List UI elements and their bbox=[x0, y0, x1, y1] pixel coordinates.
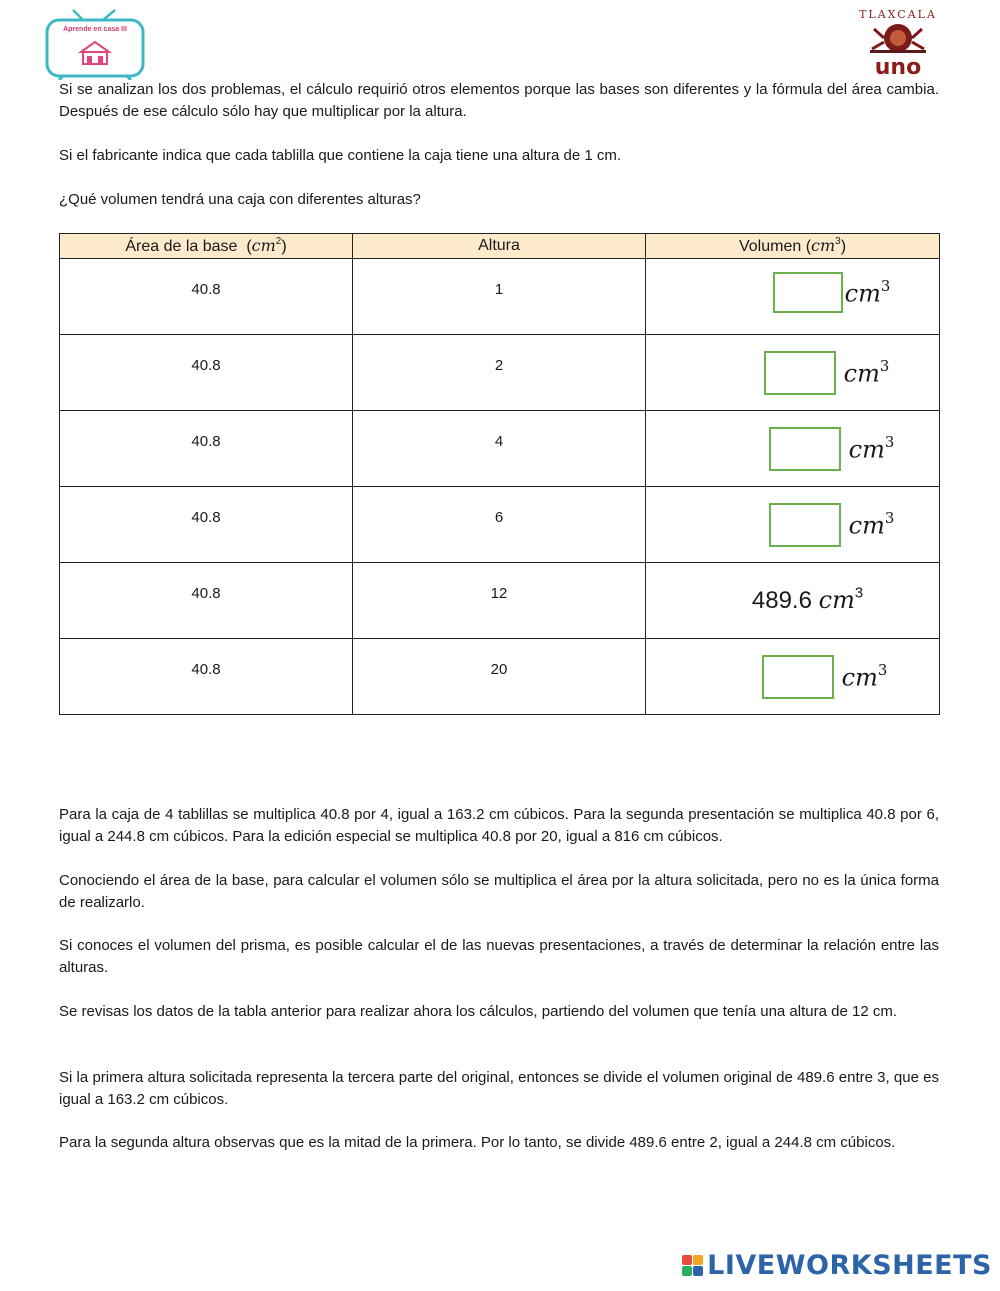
header-volume-label: Volumen bbox=[738, 238, 802, 255]
height-cell bbox=[353, 335, 646, 411]
volume-unit: $cm^3$ bbox=[843, 357, 890, 388]
liveworksheets-brand bbox=[682, 1250, 992, 1281]
body-paragraph-3: Si conoces el volumen del prisma, es posible calcular el de las nuevas presentaciones, a través de determinar la relación entre las alturas. bbox=[59, 937, 939, 976]
area-cell bbox=[60, 259, 353, 335]
header-volume: Volumen $(cm^3)$ bbox=[646, 234, 940, 259]
logo-bottom-text: uno bbox=[874, 55, 922, 80]
liveworksheets-logo-icon bbox=[682, 1255, 703, 1276]
body-paragraph-4: Se revisas los datos de la tabla anterior para realizar ahora los cálculos, partiendo del volumen que tenía una altura de 12 cm. bbox=[59, 1003, 897, 1020]
header-area-unit: cm bbox=[251, 236, 276, 255]
area-cell bbox=[60, 563, 353, 639]
header-volume-unit: cm bbox=[811, 236, 836, 255]
volume-cell bbox=[646, 639, 940, 715]
volume-unit: $cm^3$ bbox=[848, 433, 895, 464]
volume-cell bbox=[646, 335, 940, 411]
table-row bbox=[60, 259, 940, 335]
body-paragraph-5: Si la primera altura solicitada representa la tercera parte del original, entonces se divide el volumen original de 489.6 entre 3, que es igual a 163.2 cm cúbicos. bbox=[59, 1069, 939, 1108]
area-cell bbox=[60, 487, 353, 563]
volume-answer-input[interactable] bbox=[769, 427, 841, 471]
table-row bbox=[60, 487, 940, 563]
intro-paragraph-1: Si se analizan los dos problemas, el cálculo requirió otros elementos porque las bases son diferentes y la fórmula del área cambia. Después de ese cálculo sólo hay que multiplicar por la altura. bbox=[59, 81, 939, 120]
volume-answer-input[interactable] bbox=[764, 351, 836, 395]
volume-answer-input[interactable] bbox=[762, 655, 834, 699]
body-paragraph-1: Para la caja de 4 tablillas se multiplica 40.8 por 4, igual a 163.2 cm cúbicos. Para la segunda presentación se multiplica 40.8 por 6, igual a 244.8 cm cúbicos. Para la edición especial se multiplica 40.8 por 20, igual a 816 cm cúbicos. bbox=[59, 806, 939, 845]
logo-top-text: TLAXCALA bbox=[859, 8, 937, 21]
height-cell bbox=[353, 259, 646, 335]
body-paragraph-2: Conociendo el área de la base, para calcular el volumen sólo se multiplica el área por la altura solicitada, pero no es la única forma de realizarlo. bbox=[59, 872, 939, 911]
table-row bbox=[60, 563, 940, 639]
emblem-icon bbox=[856, 21, 940, 55]
given-volume-unit-exp: 3 bbox=[854, 585, 864, 602]
logo-caption: Aprende en casa III bbox=[63, 26, 127, 33]
header-area: Área de la base $(cm^2)$ bbox=[60, 234, 353, 259]
volume-cell bbox=[646, 411, 940, 487]
height-value: 2 bbox=[494, 357, 504, 374]
area-value: 40.8 bbox=[191, 433, 221, 450]
liveworksheets-wordmark: LIVEWORKSHEETS bbox=[707, 1250, 992, 1281]
intro-paragraph-2: Si el fabricante indica que cada tablilla que contiene la caja tiene una altura de 1 cm. bbox=[59, 147, 622, 164]
given-volume-unit: cm bbox=[818, 586, 855, 615]
height-cell bbox=[353, 563, 646, 639]
table-header-row bbox=[60, 234, 940, 259]
height-value: 20 bbox=[490, 661, 508, 678]
height-cell bbox=[353, 487, 646, 563]
area-value: 40.8 bbox=[191, 281, 221, 298]
volume-table bbox=[59, 233, 940, 715]
height-cell bbox=[353, 411, 646, 487]
height-value: 6 bbox=[494, 509, 504, 526]
aprende-en-casa-logo bbox=[45, 8, 145, 80]
volume-answer-input[interactable] bbox=[769, 503, 841, 547]
tlaxcala-uno-logo bbox=[856, 8, 940, 80]
table-row bbox=[60, 411, 940, 487]
height-cell bbox=[353, 639, 646, 715]
intro-question: ¿Qué volumen tendrá una caja con diferentes alturas? bbox=[59, 191, 421, 208]
volume-unit: $cm^3$ bbox=[848, 509, 895, 540]
volume-cell bbox=[646, 563, 940, 639]
volume-unit: $cm^3$ bbox=[841, 661, 888, 692]
area-cell bbox=[60, 335, 353, 411]
area-value: 40.8 bbox=[191, 509, 221, 526]
volume-answer-input[interactable] bbox=[773, 272, 843, 313]
area-cell bbox=[60, 639, 353, 715]
volume-cell bbox=[646, 487, 940, 563]
volume-cell bbox=[646, 259, 940, 335]
table-row bbox=[60, 335, 940, 411]
body-paragraph-6: Para la segunda altura observas que es la mitad de la primera. Por lo tanto, se divide 489.6 entre 2, igual a 244.8 cm cúbicos. bbox=[59, 1134, 896, 1151]
area-value: 40.8 bbox=[191, 357, 221, 374]
area-value: 40.8 bbox=[191, 585, 221, 602]
height-value: 1 bbox=[494, 281, 504, 298]
header-height bbox=[353, 234, 646, 259]
table-row bbox=[60, 639, 940, 715]
height-value: 12 bbox=[490, 585, 508, 602]
header-area-unit-exp: 2 bbox=[275, 236, 282, 248]
header-height-label: Altura bbox=[478, 237, 520, 254]
height-value: 4 bbox=[494, 433, 504, 450]
given-volume bbox=[752, 587, 863, 614]
area-value: 40.8 bbox=[191, 661, 221, 678]
area-cell bbox=[60, 411, 353, 487]
volume-unit: $cm^3$ bbox=[844, 277, 891, 308]
header-volume-unit-exp: 3 bbox=[835, 236, 841, 248]
header-area-label: Área de la base bbox=[125, 238, 238, 255]
given-volume-value: 489.6 bbox=[751, 587, 812, 615]
